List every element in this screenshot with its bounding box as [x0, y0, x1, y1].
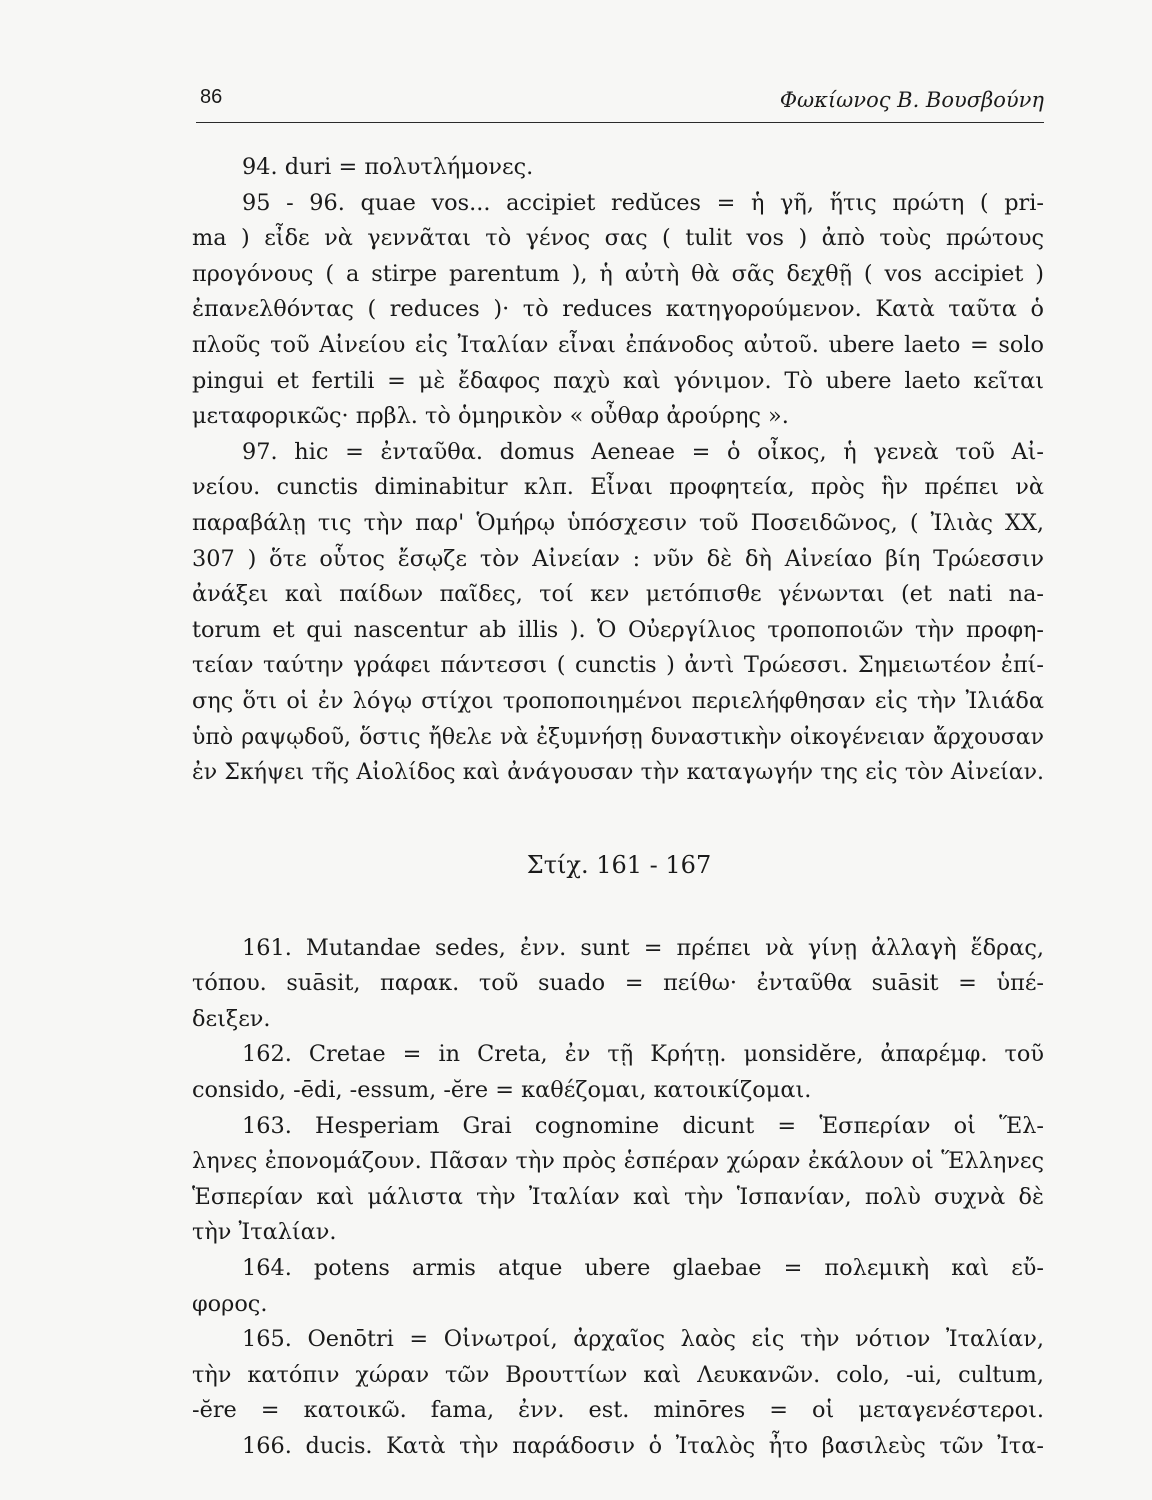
text-line: Ἑσπερίαν καὶ μάλιστα τὴν Ἰταλίαν καὶ τὴν Ἱσπανίαν, πολὺ συχνὰ δὲ [192, 1183, 1044, 1210]
text-line: ἐπανελθόντας ( reduces )· τὸ reduces κατηγορούμενον. Κατὰ ταῦτα ὁ [192, 296, 1044, 323]
text-line: παραβάλῃ τις τὴν παρ' Ὁμήρῳ ὑπόσχεσιν τοῦ Ποσειδῶνος, ( Ἰλιὰς ΧΧ, [192, 509, 1044, 536]
section-heading: Στίχ. 161 - 167 [526, 850, 712, 879]
commentary-block-1 [192, 150, 1044, 791]
text-line: ἐν Σκήψει τῆς Αἰολίδος καὶ ἀνάγουσαν τὴν καταγωγήν της εἰς τὸν Αἰνείαν. [192, 760, 1044, 786]
text-line: ληνες ἐπονομάζουν. Πᾶσαν τὴν πρὸς ἑσπέραν χώραν ἐκάλουν οἱ Ἕλληνες [192, 1148, 1044, 1175]
text-line: -ĕre = κατοικῶ. fama, ἐνν. est. minōres = οἱ μεταγενέστεροι. [192, 1397, 1044, 1424]
running-head: Φωκίωνος Β. Βουσβούνη [779, 88, 1044, 112]
text-line: ma ) εἶδε νὰ γεννᾶται τὸ γένος σας ( tulit vos ) ἀπὸ τοὺς πρώτους [192, 225, 1044, 252]
text-line: δειξεν. [192, 1005, 271, 1032]
text-line: σης ὅτι οἱ ἐν λόγῳ στίχοι τροποποιημένοι περιελήφθησαν εἰς τὴν Ἰλιάδα [192, 687, 1044, 714]
text-line: 95 - 96. quae vos... accipiet redŭces = ἡ γῆ, ἥτις πρώτη ( pri- [242, 189, 1044, 216]
text-line: 94. duri = πολυτλήμονες. [242, 154, 534, 180]
commentary-block-2 [192, 931, 1044, 1465]
page-number: 86 [200, 86, 223, 108]
header-rule [196, 122, 1044, 123]
text-line: 166. ducis. Κατὰ τὴν παράδοσιν ὁ Ἰταλὸς ἦτο βασιλεὺς τῶν Ἰτα- [242, 1433, 1044, 1459]
text-line: φορος. [192, 1290, 268, 1317]
text-line: πλοῦς τοῦ Αἰνείου εἰς Ἰταλίαν εἶναι ἐπάνοδος αὐτοῦ. ubere laeto = solo [192, 331, 1044, 358]
text-line: consido, -ēdi, -essum, -ĕre = καθέζομαι, κατοικίζομαι. [192, 1077, 812, 1104]
text-line: τὴν Ἰταλίαν. [192, 1219, 337, 1246]
text-line: ἀνάξει καὶ παίδων παῖδες, τοί κεν μετόπισθε γένωνται (et nati na- [192, 581, 1044, 608]
commentary-text [192, 150, 1044, 1465]
text-line: 161. Mutandae sedes, ἐνν. sunt = πρέπει νὰ γίνῃ ἀλλαγὴ ἕδρας, [242, 934, 1044, 961]
text-line: 163. Hesperiam Grai cognomine dicunt = Ἑσπερίαν οἱ Ἕλ- [242, 1112, 1044, 1139]
page-header [196, 86, 1044, 120]
text-line: τόπου. suāsit, παρακ. τοῦ suado = πείθω· ἐνταῦθα suāsit = ὑπέ- [192, 970, 1044, 997]
text-line: pingui et fertili = μὲ ἔδαφος παχὺ καὶ γόνιμον. Τὸ ubere laeto κεῖται [192, 367, 1044, 394]
text-line: torum et qui nascentur ab illis ). Ὁ Οὐεργίλιος τροποποιῶν τὴν προφη- [192, 616, 1044, 643]
text-line: τὴν κατόπιν χώραν τῶν Βρουττίων καὶ Λευκανῶν. colo, -ui, cultum, [192, 1361, 1044, 1388]
text-line: προγόνους ( a stirpe parentum ), ἡ αὐτὴ θὰ σᾶς δεχθῇ ( vos accipiet ) [192, 260, 1044, 287]
text-line: 162. Cretae = in Creta, ἐν τῇ Κρήτῃ. μonsidĕre, ἀπαρέμφ. τοῦ [242, 1041, 1044, 1068]
text-line: 307 ) ὅτε οὗτος ἔσῳζε τὸν Αἰνείαν : νῦν δὲ δὴ Αἰνείαο βίη Τρώεσσιν [192, 545, 1044, 572]
text-line: τείαν ταύτην γράφει πάντεσσι ( cunctis ) ἀντὶ Τρώεσσι. Σημειωτέον ἐπί- [192, 652, 1044, 679]
text-line: 165. Oenōtri = Οἰνωτροί, ἀρχαῖος λαὸς εἰς τὴν νότιον Ἰταλίαν, [242, 1326, 1044, 1353]
text-line: μεταφορικῶς· πρβλ. τὸ ὁμηρικὸν « οὖθαρ ἀρούρης ». [192, 403, 789, 430]
text-line: 97. hic = ἐνταῦθα. domus Aeneae = ὁ οἶκος, ἡ γενεὰ τοῦ Αἰ- [242, 438, 1044, 465]
text-line: 164. potens armis atque ubere glaebae = πολεμικὴ καὶ εὔ- [242, 1255, 1044, 1282]
text-line: νείου. cunctis diminabitur κλπ. Εἶναι προφητεία, πρὸς ἣν πρέπει νὰ [192, 474, 1044, 501]
text-line: ὑπὸ ραψῳδοῦ, ὅστις ἤθελε νὰ ἐξυμνήσῃ δυναστικὴν οἰκογένειαν ἄρχουσαν [192, 724, 1044, 750]
